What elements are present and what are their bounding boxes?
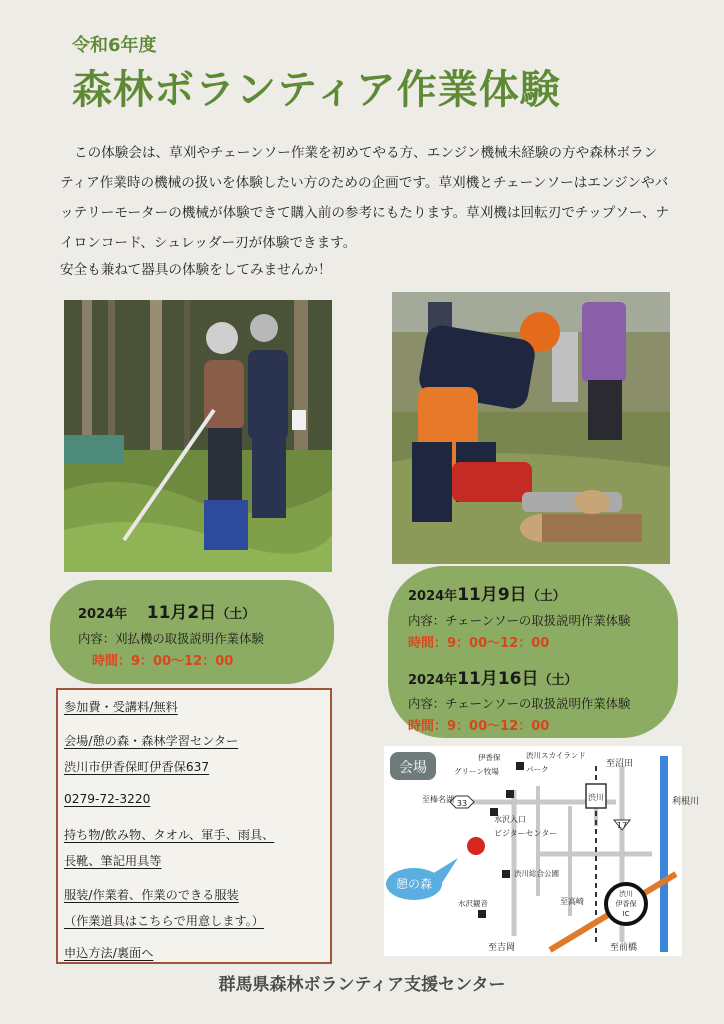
label-ic-3: IC [622, 910, 630, 918]
label-to-maebashi: 至前橋 [610, 943, 638, 953]
label-ic-1: 渋川 [619, 890, 633, 898]
info-box [56, 688, 332, 964]
event1-day: 11月2日 [146, 603, 217, 623]
event3-date [408, 664, 578, 689]
label-skyland-1: 渋川スカイランド [526, 751, 586, 760]
event2-day: 11月9日 [457, 585, 527, 605]
label-ikaho-ranch-2: グリーン牧場 [454, 767, 499, 776]
items-info-1: 持ち物/飲み物、タオル、軍手、雨具、 [64, 828, 275, 842]
apply-info: 申込方法/裏面へ [64, 946, 154, 960]
event2-date [408, 580, 566, 605]
brushcutter-photo [64, 300, 332, 572]
label-to-takasaki: 至高崎 [560, 897, 584, 906]
page-title: 森林ボランティア作業体験 [72, 67, 561, 113]
fee-info: 参加費・受講料/無料 [64, 700, 178, 714]
event1-time: 時間：9：00〜12：00 [92, 654, 234, 669]
intro-closing: 安全も兼ねて器具の体験をしてみませんか！ [60, 262, 332, 278]
label-tonegawa: 利根川 [672, 797, 700, 807]
event1-year: 2024年 [78, 607, 128, 622]
event3-content: 内容：チェーンソーの取扱説明作業体験 [408, 696, 631, 711]
label-skyland-2: パーク [526, 765, 549, 774]
label-shibukawa-station: 渋川 [588, 793, 604, 802]
label-sogo-park: 渋川総合公園 [514, 869, 559, 878]
event2-time: 時間：9：00〜12：00 [408, 636, 550, 651]
event3-day: 11月16日 [457, 669, 539, 689]
intro-paragraph: この体験会は、草刈やチェーンソー作業を初めてやる方、エンジン機械未経験の方や森林ボランティア作業時の機械の扱いを体験したい方のための企画です。草刈機とチェーンソーはエンジンやバッテリーモーターの機械が体験できて購入前の参考にもたります。草刈機は回転刃でチップソー、ナイロンコード、シュレッダー刃が体験できます。 [60, 145, 670, 251]
event3-weekday: （土） [538, 673, 578, 688]
label-visitor-center: ビジターセンター [494, 829, 558, 838]
event1-content: 内容：刈払機の取扱説明作業体験 [78, 631, 264, 646]
label-route33: 33 [456, 799, 468, 808]
event2-weekday: （土） [526, 589, 566, 604]
label-ikoi-no-mori: 憩の森 [395, 877, 433, 891]
phone-info: 0279-72-3220 [64, 792, 151, 806]
event2-content: 内容：チェーンソーの取扱説明作業体験 [408, 613, 631, 628]
address-info: 渋川市伊香保町伊香保637 [64, 760, 210, 774]
label-ikaho-ranch-1: 伊香保 [478, 753, 501, 762]
label-to-harunako: 至榛名湖 [422, 795, 454, 804]
label-mizusawa-kannon: 水沢観音 [458, 899, 488, 908]
clothing-info: 服装/作業着、作業のできる服装 [64, 888, 239, 902]
event2-year: 2024年 [408, 589, 458, 604]
label-mizusawa-entrance: 水沢入口 [494, 815, 526, 824]
map-title: 会場 [399, 760, 427, 776]
event3-time: 時間：9：00〜12：00 [408, 719, 550, 734]
venue-map [384, 746, 700, 956]
label-ic-2: 伊香保 [615, 900, 637, 908]
organizer-footer: 群馬県森林ボランティア支援センター [218, 975, 506, 995]
chainsaw-photo [392, 292, 670, 564]
venue-info: 会場/憩の森・森林学習センター [64, 734, 239, 748]
label-to-yoshioka: 至吉岡 [488, 943, 516, 953]
label-to-numata: 至沼田 [606, 759, 634, 769]
label-route17: 17 [616, 821, 628, 830]
items-info-2: 長靴、筆記用具等 [64, 854, 162, 868]
event3-year: 2024年 [408, 673, 458, 688]
year-label: 令和6年度 [72, 35, 157, 56]
event1-weekday: （土） [216, 607, 256, 622]
clothing-note: （作業道具はこちらで用意します。） [64, 914, 264, 928]
event1-date [78, 598, 255, 623]
river-line [660, 756, 668, 952]
venue-marker [467, 837, 485, 855]
